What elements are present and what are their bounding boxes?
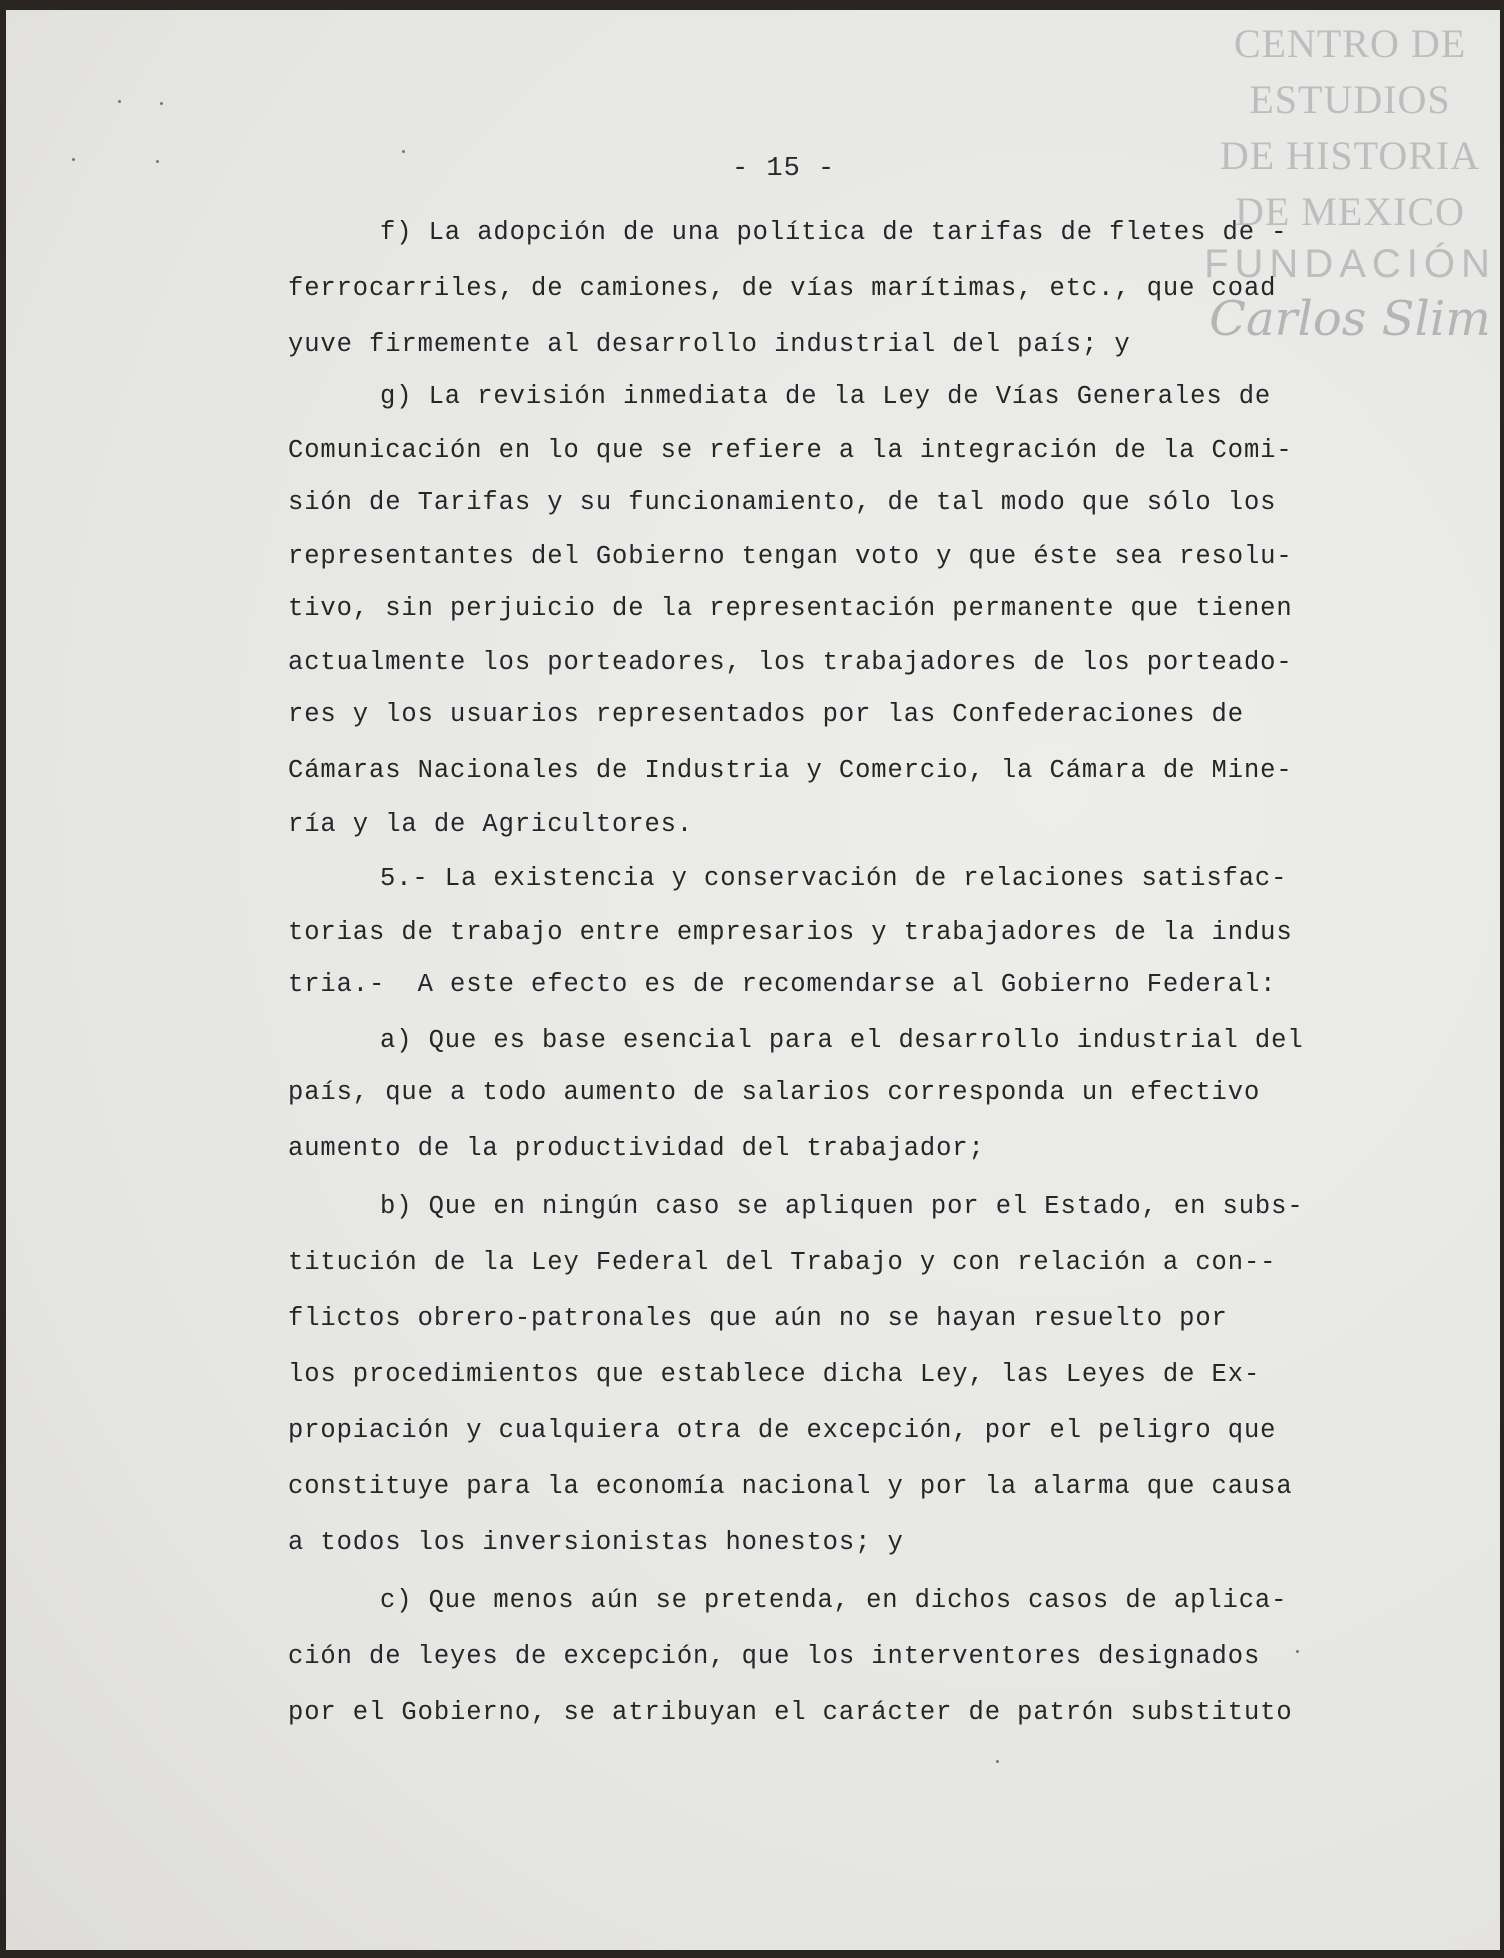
text-line: a) Que es base esencial para el desarrollo industrial del	[380, 1026, 1304, 1055]
paper-speck	[72, 158, 75, 161]
paper-speck	[118, 100, 121, 103]
text-line: g) La revisión inmediata de la Ley de Vías Generales de	[380, 382, 1272, 411]
paper-speck	[1296, 1650, 1299, 1653]
document-page	[6, 10, 1500, 1950]
text-line: ción de leyes de excepción, que los interventores designados	[288, 1642, 1261, 1671]
text-line: res y los usuarios representados por las Confederaciones de	[288, 700, 1244, 729]
text-line: por el Gobierno, se atribuyan el carácter de patrón substituto	[288, 1698, 1293, 1727]
text-line: yuve firmemente al desarrollo industrial del país; y	[288, 330, 1131, 359]
text-line: c) Que menos aún se pretenda, en dichos casos de aplica-	[380, 1586, 1288, 1615]
text-line: flictos obrero-patronales que aún no se hayan resuelto por	[288, 1304, 1228, 1333]
page-number: - 15 -	[732, 154, 836, 184]
watermark-line: DE MEXICO	[1234, 189, 1466, 234]
text-line: titución de la Ley Federal del Trabajo y con relación a con--	[288, 1248, 1277, 1277]
text-line: ferrocarriles, de camiones, de vías marítimas, etc., que coad	[288, 274, 1277, 303]
watermark-signature: Carlos Slim	[1209, 291, 1491, 347]
text-line: aumento de la productividad del trabajador;	[288, 1134, 985, 1163]
watermark-line: ESTUDIOS	[1249, 77, 1451, 122]
text-line: país, que a todo aumento de salarios corresponda un efectivo	[288, 1078, 1261, 1107]
text-line: Comunicación en lo que se refiere a la integración de la Comi-	[288, 436, 1293, 465]
text-line: 5.- La existencia y conservación de relaciones satisfac-	[380, 864, 1288, 893]
text-line: f) La adopción de una política de tarifas de fletes de -	[380, 218, 1288, 247]
text-line: ría y la de Agricultores.	[288, 810, 694, 839]
text-line: a todos los inversionistas honestos; y	[288, 1528, 904, 1557]
paper-speck	[160, 102, 163, 105]
text-line: tria.- A este efecto es de recomendarse al Gobierno Federal:	[288, 970, 1277, 999]
text-line: b) Que en ningún caso se apliquen por el Estado, en subs-	[380, 1192, 1304, 1221]
text-line: representantes del Gobierno tengan voto y que éste sea resolu-	[288, 542, 1293, 571]
text-line: actualmente los porteadores, los trabajadores de los porteado-	[288, 648, 1293, 677]
text-line: propiación y cualquiera otra de excepción, por el peligro que	[288, 1416, 1277, 1445]
watermark-fundacion: FUNDACIÓN	[1204, 242, 1496, 286]
text-line: torias de trabajo entre empresarios y trabajadores de la indus	[288, 918, 1293, 947]
body-text	[288, 10, 1398, 1727]
text-line: Cámaras Nacionales de Industria y Comercio, la Cámara de Mine-	[288, 756, 1293, 785]
paper-speck	[156, 160, 159, 163]
text-line: tivo, sin perjuicio de la representación permanente que tienen	[288, 594, 1293, 623]
text-line: sión de Tarifas y su funcionamiento, de tal modo que sólo los	[288, 488, 1277, 517]
text-line: constituye para la economía nacional y por la alarma que causa	[288, 1472, 1293, 1501]
watermark-line: DE HISTORIA	[1219, 133, 1481, 178]
paper-speck	[996, 1760, 999, 1763]
watermark-line: CENTRO DE	[1233, 21, 1467, 66]
text-line: los procedimientos que establece dicha Ley, las Leyes de Ex-	[288, 1360, 1261, 1389]
